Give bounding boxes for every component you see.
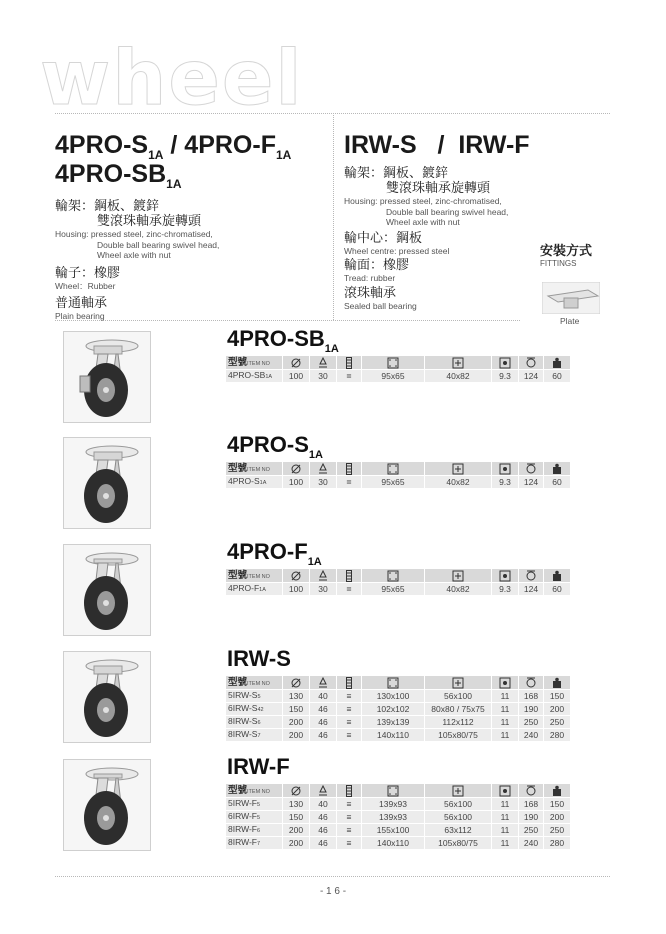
product-title [227, 756, 290, 778]
item-no-cell: 6IRW-S42 [226, 703, 282, 715]
spec-cell: ≡ [337, 690, 361, 702]
left-spec-block [55, 133, 291, 322]
spec-cell: 200 [283, 824, 309, 836]
spec-cell: 40 [310, 690, 336, 702]
bearing-zh: 普通軸承 [55, 295, 108, 311]
page-number: - 1 6 - [319, 886, 347, 897]
spec-table [225, 675, 571, 742]
spec-cell: 46 [310, 824, 336, 836]
spec-cell: 150 [283, 811, 309, 823]
spec-cell: ≡ [337, 824, 361, 836]
spec-cell: 200 [283, 729, 309, 741]
spec-cell: 105x80/75 [425, 837, 491, 849]
spec-cell: 280 [544, 837, 570, 849]
width-icon [310, 784, 336, 797]
spec-cell: = [337, 583, 361, 595]
r-housing-en-2: Double ball bearing swivel head, [386, 206, 509, 217]
spec-table [225, 355, 571, 383]
spec-cell: 102x102 [362, 703, 424, 715]
spec-cell: ≡ [337, 811, 361, 823]
spec-cell: 100 [283, 583, 309, 595]
r-housing-en-3: Wheel axle with nut [386, 217, 460, 228]
r-housing-en-1: Housing: pressed steel, zinc-chromatised, [344, 195, 502, 206]
table-row [226, 716, 570, 728]
spec-cell: ≡ [337, 837, 361, 849]
bolt-icon [492, 676, 518, 689]
spec-cell: 11 [492, 837, 518, 849]
spec-cell: 100 [283, 370, 309, 382]
spec-cell: 95x65 [362, 476, 424, 488]
spec-cell: 11 [492, 716, 518, 728]
spec-cell: 9.3 [492, 476, 518, 488]
r-bearing-en: Sealed ball bearing [344, 300, 417, 311]
dia-icon [283, 569, 309, 582]
table-row [226, 476, 570, 488]
height-icon [519, 462, 543, 475]
spec-cell: 11 [492, 729, 518, 741]
r-centre-en: Wheel centre: pressed steel [344, 245, 450, 256]
spec-cell: 112x112 [425, 716, 491, 728]
spec-cell: 40 [310, 798, 336, 810]
spec-cell: 139x139 [362, 716, 424, 728]
r-tread-zh: 輪面：橡膠 [344, 257, 410, 273]
load-icon [544, 784, 570, 797]
spec-cell: 140x110 [362, 729, 424, 741]
product-photo [63, 437, 151, 529]
spec-cell: 46 [310, 716, 336, 728]
right-spec-block [344, 133, 530, 311]
plate-icon [362, 356, 424, 369]
spec-cell: 200 [544, 811, 570, 823]
product-photo [63, 759, 151, 851]
spec-cell: 46 [310, 703, 336, 715]
plate-icon [362, 569, 424, 582]
spec-cell: 30 [310, 370, 336, 382]
r-tread-en: Tread: rubber [344, 273, 396, 284]
holes-icon [425, 784, 491, 797]
item-no-cell: 8IRW-F6 [226, 824, 282, 836]
spec-cell: = [337, 476, 361, 488]
spec-cell: 11 [492, 811, 518, 823]
spec-header-row [226, 462, 570, 475]
table-row [226, 729, 570, 741]
spec-cell: 155x100 [362, 824, 424, 836]
left-title-line1: $4PRO-S_{1A} / 4PRO-F_{1A}$ [55, 131, 292, 162]
product-title-sub: 1A [308, 449, 323, 461]
right-title: IRW-S / IRW-F [344, 131, 530, 159]
table-row [226, 837, 570, 849]
spec-table [225, 783, 571, 850]
spec-cell: 30 [310, 476, 336, 488]
housing-en-2: Double ball bearing swivel head, [97, 239, 220, 250]
plate-fitting-icon [542, 282, 600, 314]
product-photo [63, 651, 151, 743]
spec-cell: 105x80/75 [425, 729, 491, 741]
dia-icon [283, 676, 309, 689]
spec-cell: 56x100 [425, 811, 491, 823]
product-title [227, 432, 323, 461]
spec-cell: 11 [492, 690, 518, 702]
spec-cell: 139x93 [362, 811, 424, 823]
spec-cell: 46 [310, 837, 336, 849]
product-title-text: IRW-S [227, 646, 291, 671]
plate-label: Plate [560, 316, 580, 326]
r-bearing-zh: 滾珠軸承 [344, 284, 397, 300]
spec-cell: 280 [544, 729, 570, 741]
spec-cell: 240 [519, 729, 543, 741]
spec-cell: 124 [519, 476, 543, 488]
spec-cell: 150 [283, 703, 309, 715]
spec-cell: 124 [519, 583, 543, 595]
item-no-cell: 5IRW-F5 [226, 798, 282, 810]
plate-icon [362, 462, 424, 475]
housing-zh: 輪架：鋼板、鍍鋅 [55, 198, 160, 213]
product-title-text: 4PRO-SB [227, 326, 325, 351]
spec-cell: 150 [544, 798, 570, 810]
r-housing-zh: 輪架：鋼板、鍍鋅 [344, 165, 449, 180]
spec-cell: 200 [283, 837, 309, 849]
bolt-icon [492, 356, 518, 369]
item-no-cell: 4PRO-S1A [226, 476, 282, 488]
spec-cell: 80x80 / 75x75 [425, 703, 491, 715]
spec-cell: 190 [519, 811, 543, 823]
product-title-sub: 1A [307, 556, 322, 568]
bear-icon [337, 356, 361, 369]
item-no-header: 型號ITEM NO [226, 356, 282, 369]
item-no-cell: 4PRO-F1A [226, 583, 282, 595]
spec-cell: 140x110 [362, 837, 424, 849]
item-no-cell: 8IRW-S7 [226, 729, 282, 741]
spec-cell: 40x82 [425, 583, 491, 595]
bear-icon [337, 462, 361, 475]
fittings-label: 安裝方式 [540, 243, 593, 258]
item-no-cell: 8IRW-F7 [226, 837, 282, 849]
spec-cell: 250 [519, 824, 543, 836]
spec-cell: 95x65 [362, 370, 424, 382]
bottom-divider [55, 876, 610, 877]
product-title-text: 4PRO-S [227, 432, 309, 457]
watermark-text: wheel [40, 33, 304, 122]
holes-icon [425, 462, 491, 475]
wheel-zh: 輪子：橡膠 [55, 264, 121, 280]
spec-cell: 100 [283, 476, 309, 488]
load-icon [544, 676, 570, 689]
spec-table [225, 568, 571, 596]
bolt-icon [492, 462, 518, 475]
height-icon [519, 356, 543, 369]
width-icon [310, 569, 336, 582]
width-icon [310, 676, 336, 689]
spec-cell: 200 [544, 703, 570, 715]
housing-en-3: Wheel axle with nut [97, 250, 171, 261]
spec-cell: 124 [519, 370, 543, 382]
spec-cell: 139x93 [362, 798, 424, 810]
spec-cell: 46 [310, 811, 336, 823]
dia-icon [283, 784, 309, 797]
width-icon [310, 356, 336, 369]
product-title-text: 4PRO-F [227, 539, 308, 564]
table-row [226, 370, 570, 382]
load-icon [544, 462, 570, 475]
spec-cell: 60 [544, 476, 570, 488]
bear-icon [337, 784, 361, 797]
spec-cell: 40x82 [425, 476, 491, 488]
item-no-cell: 8IRW-S6 [226, 716, 282, 728]
spec-cell: 56x100 [425, 690, 491, 702]
product-title [227, 648, 291, 670]
holes-icon [425, 356, 491, 369]
spec-cell: 250 [544, 824, 570, 836]
wheel-en: Wheel：Rubber [55, 280, 116, 291]
spec-header-row [226, 569, 570, 582]
height-icon [519, 784, 543, 797]
holes-icon [425, 676, 491, 689]
table-row [226, 690, 570, 702]
r-housing-zh-2: 雙滾珠軸承旋轉頭 [386, 179, 491, 195]
spec-cell: 60 [544, 370, 570, 382]
spec-cell: 11 [492, 824, 518, 836]
bearing-en: Plain bearing [55, 311, 105, 322]
product-title-sub: 1A [324, 343, 339, 355]
spec-cell: 40x82 [425, 370, 491, 382]
spec-cell: 168 [519, 690, 543, 702]
spec-cell: 63x112 [425, 824, 491, 836]
spec-cell: 11 [492, 798, 518, 810]
item-no-cell: 6IRW-F5 [226, 811, 282, 823]
dia-icon [283, 356, 309, 369]
spec-cell: 168 [519, 798, 543, 810]
spec-cell: ≡ [337, 729, 361, 741]
spec-header-row [226, 676, 570, 689]
item-no-cell: 5IRW-S5 [226, 690, 282, 702]
plate-icon [362, 676, 424, 689]
spec-cell: 200 [283, 716, 309, 728]
bear-icon [337, 569, 361, 582]
fittings-en: FITTINGS [540, 259, 577, 268]
spec-cell: 150 [544, 690, 570, 702]
bear-icon [337, 676, 361, 689]
spec-cell: 30 [310, 583, 336, 595]
bolt-icon [492, 784, 518, 797]
spec-cell: ≡ [337, 716, 361, 728]
spec-cell: ≡ [337, 703, 361, 715]
spec-cell: ≡ [337, 798, 361, 810]
spec-cell: 250 [544, 716, 570, 728]
item-no-header: 型號ITEM NO [226, 462, 282, 475]
table-row [226, 583, 570, 595]
top-divider [55, 113, 610, 114]
spec-cell: 56x100 [425, 798, 491, 810]
dia-icon [283, 462, 309, 475]
r-centre-zh: 輪中心：鋼板 [344, 229, 423, 245]
table-row [226, 703, 570, 715]
product-title-text: IRW-F [227, 754, 290, 779]
holes-icon [425, 569, 491, 582]
table-row [226, 824, 570, 836]
product-title [227, 539, 322, 568]
height-icon [519, 569, 543, 582]
width-icon [310, 462, 336, 475]
spec-cell: 60 [544, 583, 570, 595]
item-no-header: 型號ITEM NO [226, 676, 282, 689]
spec-header-row [226, 784, 570, 797]
spec-cell: 11 [492, 703, 518, 715]
center-divider [333, 115, 334, 320]
table-row [226, 798, 570, 810]
spec-cell: 9.3 [492, 370, 518, 382]
housing-zh-2: 雙滾珠軸承旋轉頭 [97, 212, 202, 228]
spec-cell: 130 [283, 798, 309, 810]
spec-cell: 190 [519, 703, 543, 715]
load-icon [544, 356, 570, 369]
plate-icon [362, 784, 424, 797]
spec-cell: = [337, 370, 361, 382]
product-photo [63, 331, 151, 423]
spec-cell: 9.3 [492, 583, 518, 595]
item-no-cell: 4PRO-SB1A [226, 370, 282, 382]
fittings-block [540, 240, 593, 326]
spec-header-row [226, 356, 570, 369]
left-title-line2: $4PRO-SB_{1A}$ [55, 160, 182, 191]
spec-cell: 95x65 [362, 583, 424, 595]
product-title [227, 326, 339, 355]
table-row [226, 811, 570, 823]
item-no-header: 型號ITEM NO [226, 569, 282, 582]
spec-cell: 130x100 [362, 690, 424, 702]
spec-cell: 240 [519, 837, 543, 849]
spec-cell: 46 [310, 729, 336, 741]
item-no-header: 型號ITEM NO [226, 784, 282, 797]
housing-en-1: Housing: pressed steel, zinc-chromatised, [55, 228, 213, 239]
spec-cell: 250 [519, 716, 543, 728]
spec-table [225, 461, 571, 489]
bolt-icon [492, 569, 518, 582]
product-photo [63, 544, 151, 636]
height-icon [519, 676, 543, 689]
load-icon [544, 569, 570, 582]
spec-cell: 130 [283, 690, 309, 702]
